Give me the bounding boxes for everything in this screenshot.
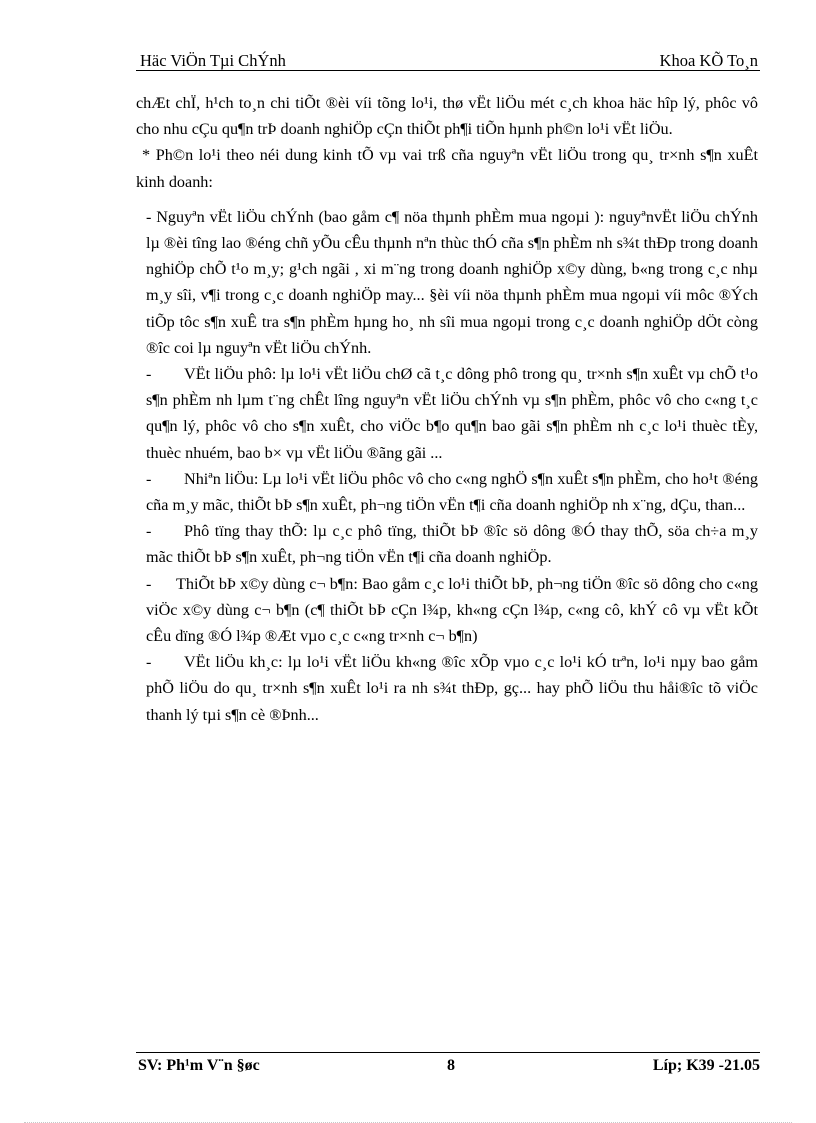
bullet-text: VËt liÖu kh¸c: lµ lo¹i vËt liÖu kh«ng ®îc xÕp vµo c¸c lo¹i kÓ trªn, lo¹i nµy bao gåm phÕ liÖu do qu¸ tr×nh s¶n xuÊt lo¹i ra nh s¾t thÐp, gç... hay phÕ liÖu thu håi®îc tõ viÖc thanh lý tµi s¶n cè ®Þnh... bbox=[146, 653, 758, 724]
bullet-dash: - bbox=[146, 522, 152, 541]
page-footer bbox=[136, 1052, 760, 1077]
bullet-dash: - bbox=[146, 574, 152, 593]
bullet-text: Nhiªn liÖu: Lµ lo¹i vËt liÖu phôc vô cho c«ng nghÖ s¶n xuÊt s¶n phÈm, cho ho¹t ®éng cña m¸y mãc, thiÕt bÞ s¶n xuÊt, ph¬ng tiÖn vËn t¶i cña doanh nghiÖp nh x¨ng, dÇu, than... bbox=[146, 469, 758, 515]
bullet-dash: - bbox=[146, 653, 152, 672]
bullet-construction-equipment bbox=[146, 571, 758, 650]
bullet-other-materials bbox=[146, 649, 758, 728]
bullet-auxiliary-materials bbox=[146, 361, 758, 466]
bullet-dash: - bbox=[146, 365, 152, 384]
bullet-dash: - bbox=[146, 469, 152, 488]
body-text bbox=[136, 90, 758, 728]
footer-student: SV: Ph¹m V¨n §øc bbox=[138, 1057, 260, 1074]
paragraph-main-materials: - Nguyªn vËt liÖu chÝnh (bao gåm c¶ nöa thµnh phÈm mua ngoµi ): nguyªnvËt liÖu chÝnh lµ ®èi tîng lao ®éng chñ yÕu cÊu thµnh nªn thùc thÓ cña s¶n phÈm nh s¾t thÐp trong doanh nghiÖp chÕ t¹o m¸y; g¹ch ngãi , xi m¨ng trong doanh nghiÖp x©y dùng, b«ng trong c¸c nhµ m¸y sîi, v¶i trong c¸c doanh nghiÖp may... §èi víi nöa thµnh phÈm mua ngoµi víi môc ®Ých tiÕp tôc s¶n xuÊ tra s¶n phÈm hµng ho¸ nh sîi mua ngoµi trong c¸c doanh nghiÖp dÖt còng ®îc coi lµ nguyªn vËt liÖu chÝnh. bbox=[146, 207, 758, 357]
bullet-text: ThiÕt bÞ x©y dùng c¬ b¶n: Bao gåm c¸c lo¹i thiÕt bÞ, ph¬ng tiÖn ®îc sö dông cho c«ng viÖc x©y dùng c¬ b¶n (c¶ thiÕt bÞ cÇn l¾p, kh«ng cÇn l¾p, c«ng cô, khÝ cô vµ vËt kÕt cÊu dïng ®Ó l¾p ®Æt vµo c¸c c«ng tr×nh c¬ b¶n) bbox=[146, 574, 758, 646]
bullet-text: VËt liÖu phô: lµ lo¹i vËt liÖu chØ cã t¸c dông phô trong qu¸ tr×nh s¶n xuÊt vµ chÕ t¹o s¶n phÈm nh lµm t¨ng chÊt lîng nguyªn vËt liÖu chÝnh vµ s¶n phÈm, phôc vô cho c«ng t¸c qu¶n lý, phôc vô cho s¶n xuÊt, cho viÖc b¶o qu¶n bao gãi s¶n phÈm nh c¸c lo¹i thuèc tÈy, thuèc nhuém, bao b× vµ vËt liÖu ®ãng gãi ... bbox=[146, 365, 758, 462]
bullet-text: Phô tïng thay thÕ: lµ c¸c phô tïng, thiÕt bÞ ®îc sö dông ®Ó thay thÕ, söa ch÷a m¸y mãc thiÕt bÞ s¶n xuÊt, ph¬ng tiÖn vËn t¶i cña doanh nghiÖp. bbox=[146, 522, 758, 567]
bullet-fuel bbox=[146, 466, 758, 518]
page-header bbox=[136, 50, 760, 71]
footer-class: Líp; K39 -21.05 bbox=[652, 1057, 760, 1074]
header-department: Khoa KÕ To¸n bbox=[659, 51, 758, 70]
page-number: 8 bbox=[447, 1057, 455, 1074]
bullet-spare-parts bbox=[146, 518, 758, 570]
paragraph-classification: * Ph©n lo¹i theo néi dung kinh tÕ vµ vai trß cña nguyªn vËt liÖu trong qu¸ tr×nh s¶n xuÊt kinh doanh: bbox=[136, 146, 758, 191]
header-institution: Häc ViÖn Tµi ChÝnh bbox=[140, 51, 286, 70]
paragraph-intro: chÆt chÏ, h¹ch to¸n chi tiÕt ®èi víi tõng lo¹i, thø vËt liÖu mét c¸ch khoa häc hîp lý, phôc vô cho nhu cÇu qu¶n trÞ doanh nghiÖp cÇn thiÕt ph¶i tiÕn hµnh ph©n lo¹i vËt liÖu. bbox=[136, 94, 758, 139]
